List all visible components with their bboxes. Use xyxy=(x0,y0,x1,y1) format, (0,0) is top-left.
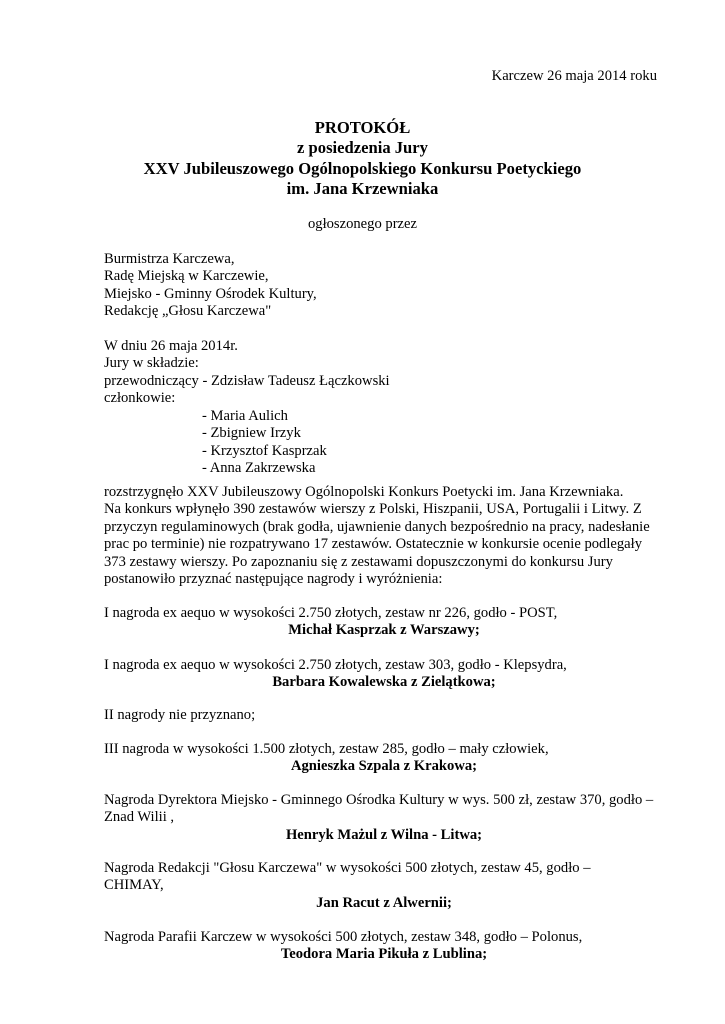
organizer-item: Burmistrza Karczewa, xyxy=(104,251,235,267)
jury-composition: Jury w składzie: xyxy=(104,355,199,372)
announced-by: ogłoszonego przez xyxy=(307,216,417,232)
award-text: Nagroda Dyrektora Miejsko - Gminnego Ośrodka Kultury w wys. 500 zł, zestaw 370, godło – xyxy=(104,792,654,808)
date-line: Karczew 26 maja 2014 roku xyxy=(491,68,657,84)
award-text: I nagroda ex aequo w wysokości 2.750 złotych, zestaw nr 226, godło - POST, xyxy=(104,605,558,621)
jury-member: - Maria Aulich xyxy=(202,408,288,424)
award-winner: Jan Racut z Alwernii; xyxy=(316,894,452,911)
summary-line: 373 zestawy wierszy. Po zapoznaniu się z zestawami dopuszczonymi do konkursu Jury xyxy=(104,553,613,570)
document-title xyxy=(0,118,725,199)
organizer-item: Radę Miejską w Karczewie, xyxy=(104,268,269,285)
title-line-4: im. Jana Krzewniaka xyxy=(286,178,439,198)
award-text: Znad Wilii , xyxy=(104,809,175,826)
summary-line: przyczyn regulaminowych (brak godła, ujawnienie danych bezpośrednio na pracy, nadesłanie xyxy=(104,518,650,535)
award-4 xyxy=(104,741,656,776)
jury-member: - Anna Zakrzewska xyxy=(202,460,316,477)
jury-chair: przewodniczący - Zdzisław Tadeusz Łączkowski xyxy=(104,372,390,389)
jury-member: - Krzysztof Kasprzak xyxy=(202,442,327,459)
organizer-item: Redakcję „Głosu Karczewa" xyxy=(104,303,272,320)
award-6 xyxy=(104,860,656,912)
summary-line: postanowiło przyznać następujące nagrody i wyróżnienia: xyxy=(104,571,443,588)
summary-line: prac po terminie) nie rozpatrywano 17 zestawów. Ostatecznie w konkursie ocenie podlegały xyxy=(104,536,643,553)
award-2 xyxy=(104,657,656,692)
organizer-item: Miejsko - Gminny Ośrodek Kultury, xyxy=(104,285,317,302)
award-winner: Henryk Mażul z Wilna - Litwa; xyxy=(285,826,483,843)
organizers-list xyxy=(104,251,664,321)
jury-member: - Zbigniew Irzyk xyxy=(202,425,301,442)
award-text: I nagroda ex aequo w wysokości 2.750 złotych, zestaw 303, godło - Klepsydra, xyxy=(104,657,567,673)
jury-section xyxy=(104,338,664,408)
award-winner: Teodora Maria Pikuła z Lublina; xyxy=(280,946,488,963)
jury-members-label: członkowie: xyxy=(104,390,176,407)
jury-members-list xyxy=(202,408,327,478)
award-3 xyxy=(104,707,656,724)
award-text: Nagroda Parafii Karczew w wysokości 500 złotych, zestaw 348, godło – Polonus, xyxy=(104,929,583,945)
award-winner: Agnieszka Szpala z Krakowa; xyxy=(290,758,478,775)
summary-line: rozstrzygnęło XXV Jubileuszowy Ogólnopolski Konkurs Poetycki im. Jana Krzewniaka. xyxy=(104,484,624,500)
award-7 xyxy=(104,929,656,964)
award-text: III nagroda w wysokości 1.500 złotych, zestaw 285, godło – mały człowiek, xyxy=(104,741,549,757)
award-text: Nagroda Redakcji "Głosu Karczewa" w wysokości 500 złotych, zestaw 45, godło – xyxy=(104,860,591,876)
award-winner: Barbara Kowalewska z Zielątkowa; xyxy=(272,674,496,691)
title-line-2: z posiedzenia Jury xyxy=(297,138,428,158)
title-line-1: PROTOKÓŁ xyxy=(314,118,411,137)
award-text: II nagrody nie przyznano; xyxy=(104,707,256,723)
award-winner: Michał Kasprzak z Warszawy; xyxy=(288,622,480,639)
title-line-3: XXV Jubileuszowego Ogólnopolskiego Konkursu Poetyckiego xyxy=(143,158,582,178)
jury-date: W dniu 26 maja 2014r. xyxy=(104,338,238,354)
summary-paragraph xyxy=(104,484,656,588)
award-5 xyxy=(104,792,656,844)
award-1 xyxy=(104,605,656,640)
summary-line: Na konkurs wpłynęło 390 zestawów wierszy z Polski, Hiszpanii, USA, Portugalii i Litwy. Z xyxy=(104,501,642,518)
award-text: CHIMAY, xyxy=(104,877,164,894)
